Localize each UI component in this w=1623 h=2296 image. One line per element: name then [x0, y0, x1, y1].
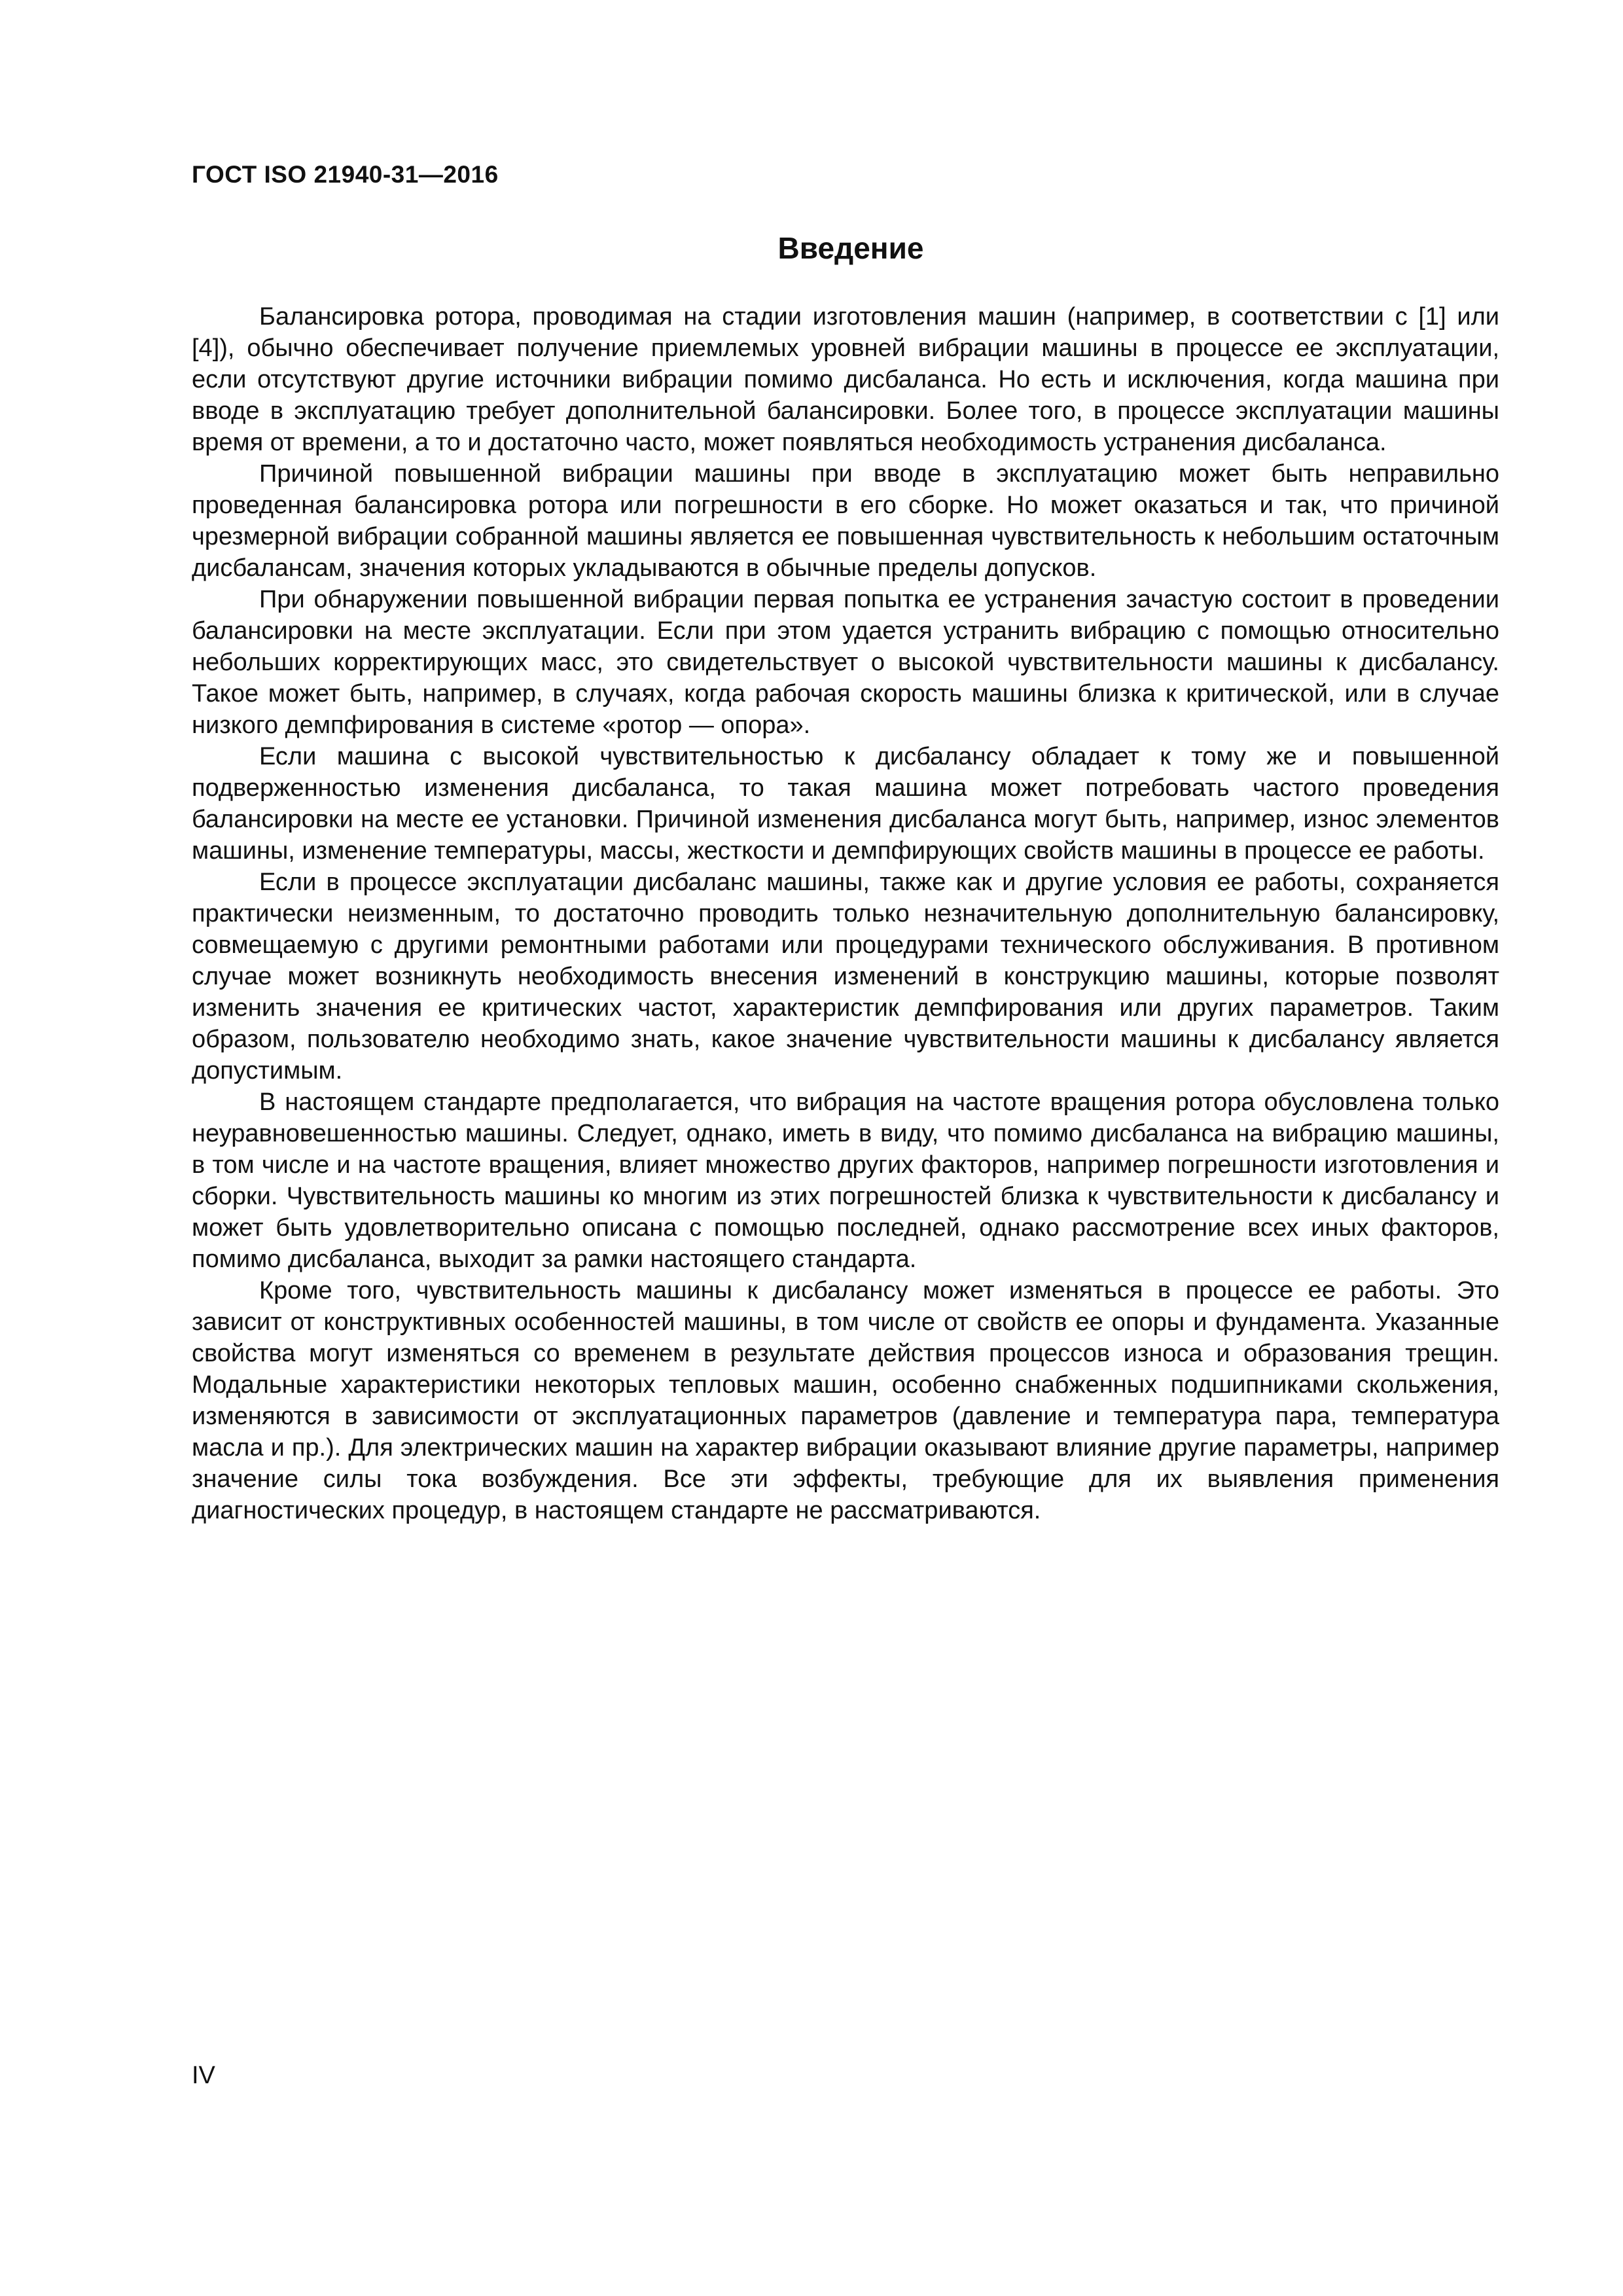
paragraph-5: Если в процессе эксплуатации дисбаланс машины, также как и другие условия ее работы, сохраняется практически неизменным, то достаточно проводить только незначительную дополнительную балансировку, совмещаемую с другими ремонтными работами или процедурами технического обслуживания. В противном случае может возникнуть необходимость внесения изменений в конструкцию машины, которые позволят изменить значения ее критических частот, характеристик демпфирования или других параметров. Таким образом, пользователю необходимо знать, какое значение чувствительности машины к дисбалансу является допустимым.: [192, 869, 1499, 1085]
paragraph-1: Балансировка ротора, проводимая на стадии изготовления машин (например, в соответствии с [1] или [4]), обычно обеспечивает получение приемлемых уровней вибрации машины в процессе ее эксплуатации, если отсутствуют другие источники вибрации помимо дисбаланса. Но есть и исключения, когда машина при вводе в эксплуатацию требует дополнительной балансировки. Более того, в процессе эксплуатации машины время от времени, а то и достаточно часто, может появляться необходимость устранения дисбаланса.: [192, 303, 1499, 456]
page-number: IV: [192, 2062, 215, 2089]
standard-code-header: ГОСТ ISO 21940-31—2016: [192, 161, 499, 188]
paragraph-6: В настоящем стандарте предполагается, что вибрация на частоте вращения ротора обусловлена только неуравновешенностью машины. Следует, однако, иметь в виду, что помимо дисбаланса на вибрацию машины, в том числе и на частоте вращения, влияет множество других факторов, например погрешности изготовления и сборки. Чувствительность машины ко многим из этих погрешностей близка к чувствительности к дисбалансу и может быть удовлетворительно описана с помощью последней, однако рассмотрение всех иных факторов, помимо дисбаланса, выходит за рамки настоящего стандарта.: [192, 1088, 1499, 1273]
paragraph-3: При обнаружении повышенной вибрации первая попытка ее устранения зачастую состоит в проведении балансировки на месте эксплуатации. Если при этом удается устранить вибрацию с помощью относительно небольших корректирующих масс, это свидетельствует о высокой чувствительности машины к дисбалансу. Такое может быть, например, в случаях, когда рабочая скорость машины близка к критической, или в случае низкого демпфирования в системе «ротор — опора».: [192, 586, 1499, 739]
paragraph-4: Если машина с высокой чувствительностью к дисбалансу обладает к тому же и повышенной подверженностью изменения дисбаланса, то такая машина может потребовать частого проведения балансировки на месте ее установки. Причиной изменения дисбаланса могут быть, например, износ элементов машины, изменение температуры, массы, жесткости и демпфирующих свойств машины в процессе ее работы.: [192, 743, 1499, 865]
page-title: Введение: [777, 231, 924, 265]
paragraph-2: Причиной повышенной вибрации машины при вводе в эксплуатацию может быть неправильно проведенная балансировка ротора или погрешности в его сборке. Но может оказаться и так, что причиной чрезмерной вибрации собранной машины является ее повышенная чувствительность к небольшим остаточным дисбалансам, значения которых укладываются в обычные пределы допусков.: [192, 460, 1499, 582]
paragraph-7: Кроме того, чувствительность машины к дисбалансу может изменяться в процессе ее работы. Это зависит от конструктивных особенностей машины, в том числе от свойств ее опоры и фундамента. Указанные свойства могут изменяться со временем в результате действия процессов износа и образования трещин. Модальные характеристики некоторых тепловых машин, особенно снабженных подшипниками скольжения, изменяются в зависимости от эксплуатационных параметров (давление и температура пара, температура масла и пр.). Для электрических машин на характер вибрации оказывают влияние другие параметры, например значение силы тока возбуждения. Все эти эффекты, требующие для их выявления применения диагностических процедур, в настоящем стандарте не рассматриваются.: [192, 1277, 1499, 1524]
introduction-body: [192, 301, 1499, 1526]
